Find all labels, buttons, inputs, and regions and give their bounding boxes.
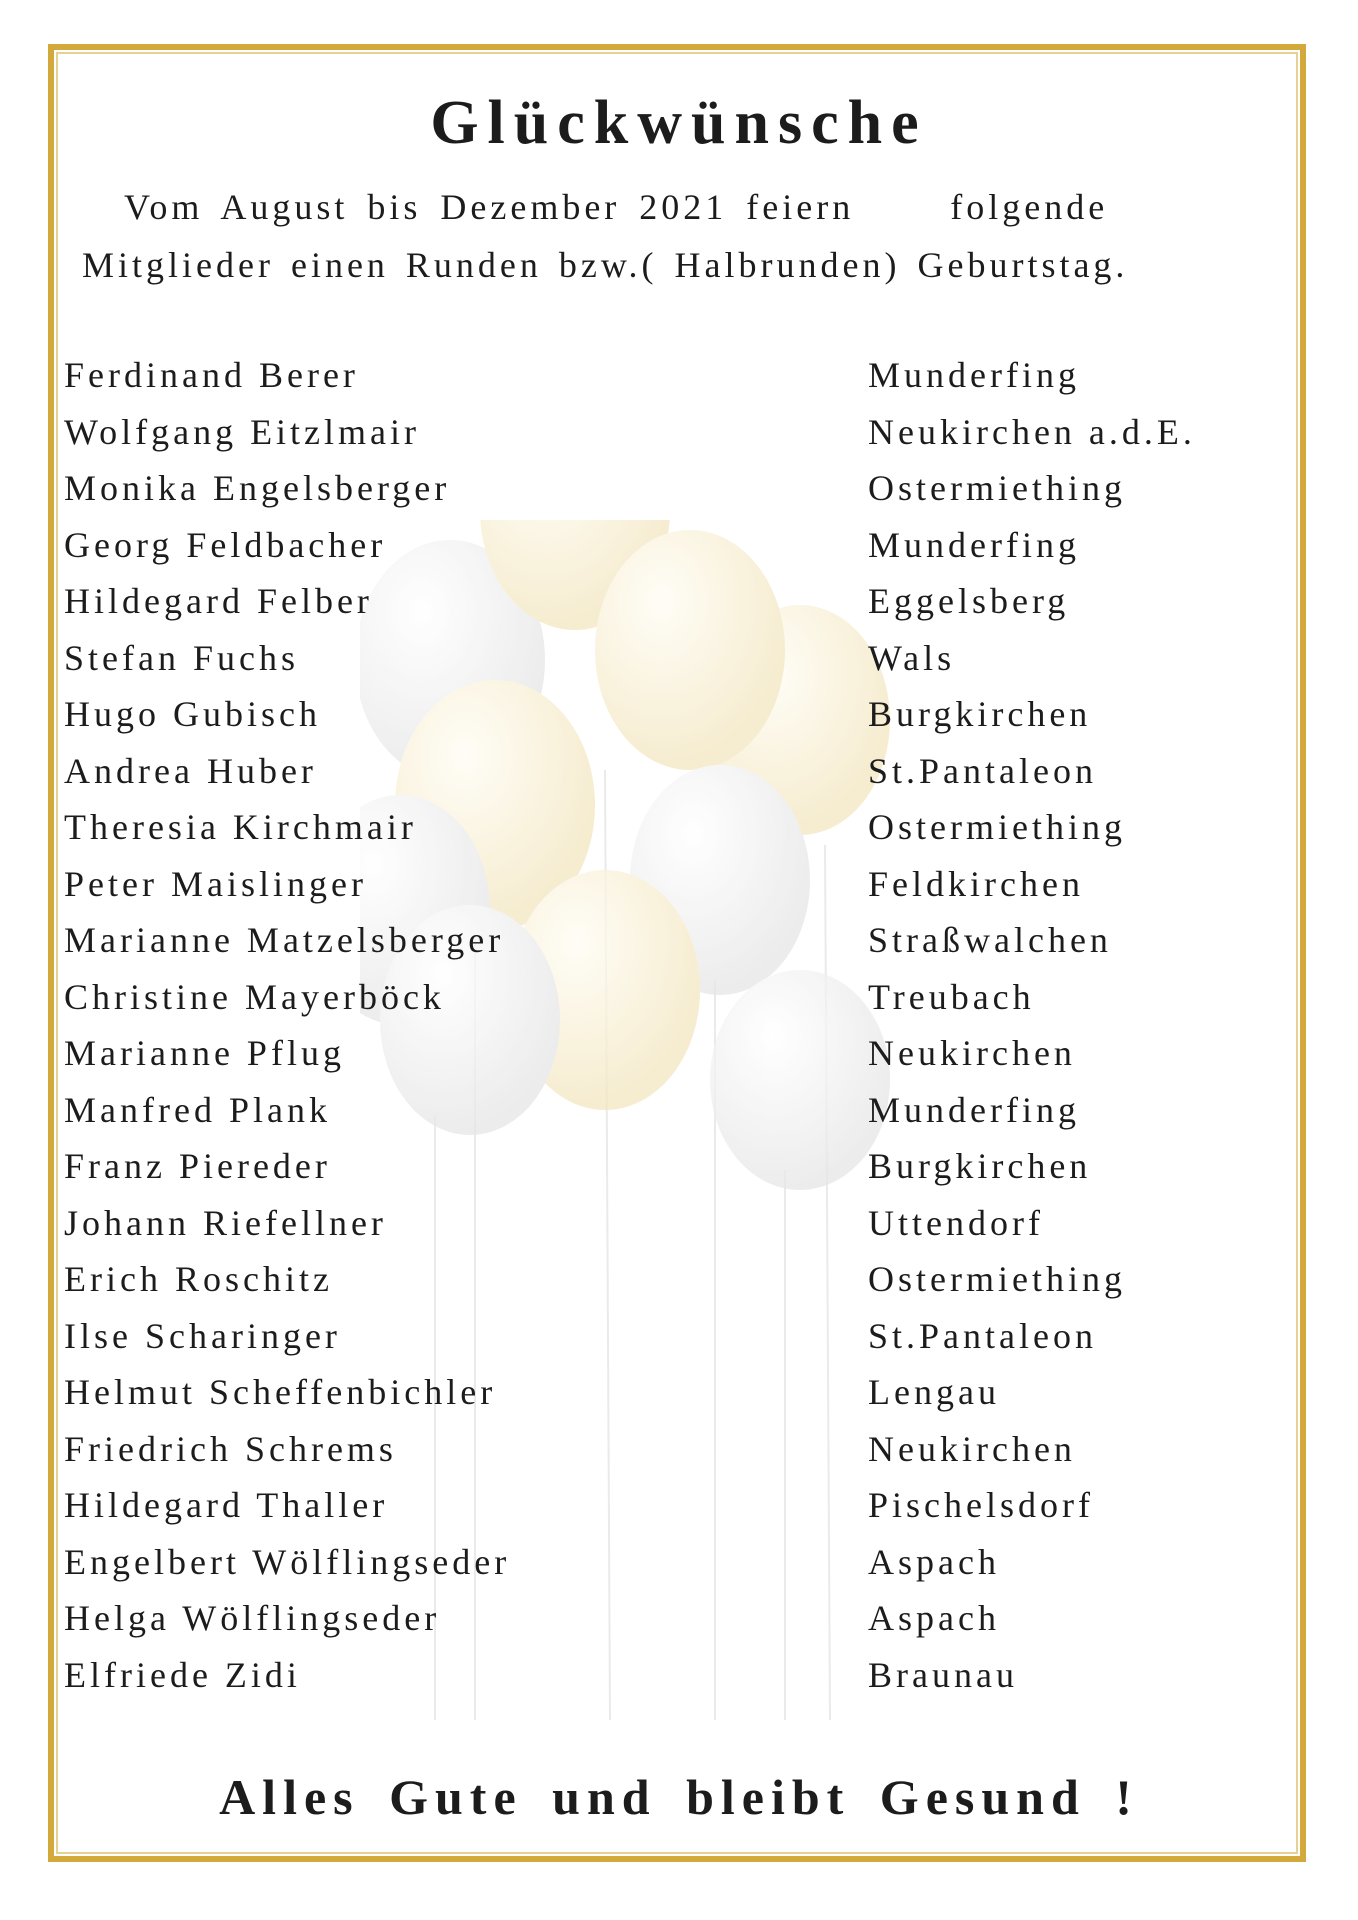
member-name: Andrea Huber (64, 750, 317, 791)
member-place: Neukirchen a.d.E. (868, 411, 1196, 452)
member-place: Munderfing (868, 1089, 1080, 1130)
intro-text: folgende (950, 187, 1109, 227)
member-name: Stefan Fuchs (64, 637, 299, 678)
member-place: St.Pantaleon (868, 750, 1097, 791)
member-name: Peter Maislinger (64, 863, 367, 904)
member-place: Ostermiething (868, 468, 1126, 508)
member-name: Friedrich Schrems (64, 1428, 397, 1469)
intro-line-1 (124, 186, 1324, 228)
list-item (64, 693, 1264, 750)
list-item (64, 411, 1264, 468)
list-item (64, 1654, 1264, 1711)
member-name: Elfriede Zidi (64, 1654, 301, 1695)
member-place: Burgkirchen (868, 1146, 1092, 1186)
list-item (64, 1541, 1264, 1598)
list-item (64, 806, 1264, 863)
member-place: Pischelsdorf (868, 1485, 1094, 1525)
member-name: Manfred Plank (64, 1089, 331, 1130)
member-name: Hildegard Felber (64, 581, 373, 621)
member-place: Eggelsberg (868, 581, 1070, 621)
list-item (64, 637, 1264, 694)
member-name: Ferdinand Berer (64, 355, 359, 395)
member-name: Helmut Scheffenbichler (64, 1372, 497, 1412)
list-item (64, 976, 1264, 1033)
list-item (64, 467, 1264, 524)
page-title: Glückwünsche (430, 89, 928, 157)
member-place: Ostermiething (868, 1259, 1126, 1299)
member-name: Christine Mayerböck (64, 976, 445, 1017)
member-name: Marianne Pflug (64, 1033, 345, 1073)
member-name: Hugo Gubisch (64, 694, 321, 734)
list-item (64, 1371, 1264, 1428)
list-item (64, 1484, 1264, 1541)
member-name: Johann Riefellner (64, 1202, 387, 1243)
member-place: Ostermiething (868, 807, 1126, 847)
member-place: Munderfing (868, 355, 1080, 395)
member-place: Aspach (868, 1541, 1000, 1582)
list-item (64, 524, 1264, 581)
list-item (64, 1428, 1264, 1485)
member-name: Erich Roschitz (64, 1259, 333, 1299)
member-name: Ilse Scharinger (64, 1315, 341, 1356)
member-place: Treubach (868, 976, 1035, 1017)
list-item (64, 919, 1264, 976)
list-item (64, 1145, 1264, 1202)
list-item (64, 1202, 1264, 1259)
list-item (64, 1089, 1264, 1146)
member-name: Theresia Kirchmair (64, 807, 417, 847)
member-name: Franz Piereder (64, 1146, 331, 1186)
member-place: Uttendorf (868, 1202, 1044, 1243)
member-name: Marianne Matzelsberger (64, 920, 505, 960)
member-list (64, 354, 1264, 1710)
member-place: Lengau (868, 1372, 1000, 1412)
list-item (64, 863, 1264, 920)
list-item (64, 354, 1264, 411)
member-name: Wolfgang Eitzlmair (64, 411, 421, 452)
member-name: Georg Feldbacher (64, 524, 387, 565)
closing-message: Alles Gute und bleibt Gesund ! (219, 1769, 1139, 1825)
member-place: Burgkirchen (868, 694, 1092, 734)
member-place: Aspach (868, 1598, 1000, 1638)
member-name: Helga Wölflingseder (64, 1598, 441, 1638)
member-place: Neukirchen (868, 1033, 1076, 1073)
member-place: Wals (868, 637, 956, 678)
member-place: Munderfing (868, 524, 1080, 565)
member-place: Feldkirchen (868, 863, 1084, 904)
member-place: Straßwalchen (868, 920, 1112, 960)
list-item (64, 750, 1264, 807)
intro-text: Vom August bis Dezember 2021 feiern (124, 187, 855, 227)
member-name: Hildegard Thaller (64, 1485, 389, 1525)
list-item (64, 1315, 1264, 1372)
member-place: St.Pantaleon (868, 1315, 1097, 1356)
list-item (64, 1597, 1264, 1654)
member-name: Engelbert Wölflingseder (64, 1541, 511, 1582)
list-item (64, 1258, 1264, 1315)
list-item (64, 580, 1264, 637)
intro-line-2: Mitglieder einen Runden bzw.( Halbrunden) Geburtstag. (82, 245, 1129, 285)
member-place: Neukirchen (868, 1428, 1076, 1469)
member-name: Monika Engelsberger (64, 468, 451, 508)
member-place: Braunau (868, 1654, 1018, 1695)
list-item (64, 1032, 1264, 1089)
